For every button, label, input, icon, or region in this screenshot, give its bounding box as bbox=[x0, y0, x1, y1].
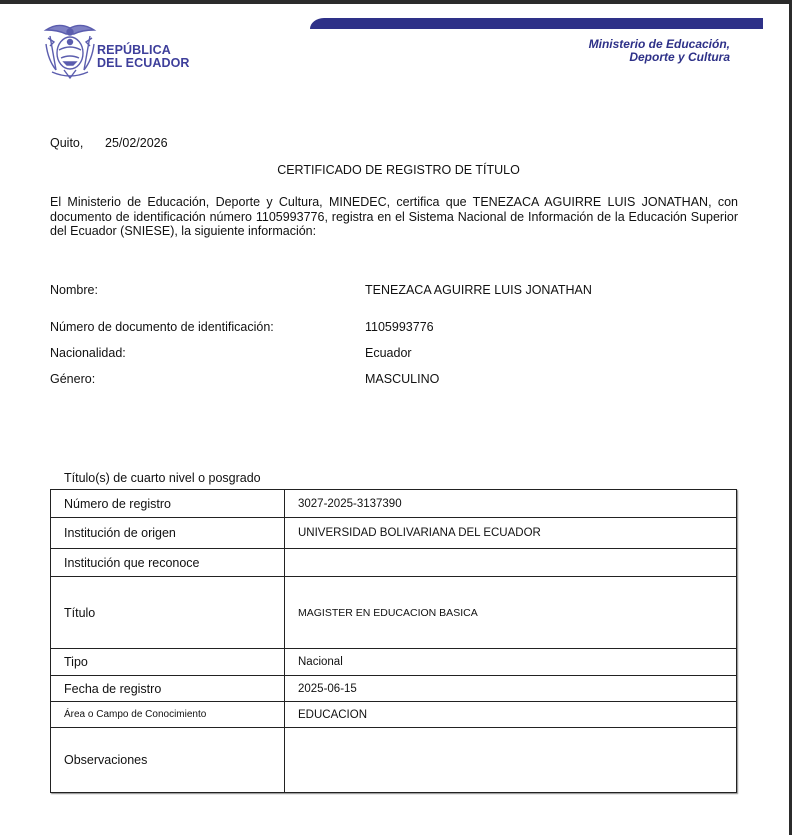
document-header bbox=[0, 0, 792, 100]
issue-date: 25/02/2026 bbox=[105, 136, 168, 150]
table-row bbox=[51, 518, 737, 549]
table-row bbox=[51, 490, 737, 518]
header-banner-bar bbox=[310, 18, 763, 29]
row-label: Institución que reconoce bbox=[51, 549, 285, 577]
table-row bbox=[51, 676, 737, 702]
info-label: Número de documento de identificación: bbox=[50, 320, 274, 334]
info-value: 1105993776 bbox=[365, 320, 434, 334]
row-label: Título bbox=[51, 577, 285, 649]
row-label: Tipo bbox=[51, 649, 285, 676]
row-value: MAGISTER EN EDUCACION BASICA bbox=[285, 577, 737, 649]
info-label: Nacionalidad: bbox=[50, 346, 126, 360]
table-row bbox=[51, 649, 737, 676]
row-value: 2025-06-15 bbox=[285, 676, 737, 702]
row-value bbox=[285, 549, 737, 577]
row-value bbox=[285, 728, 737, 793]
info-label: Género: bbox=[50, 372, 96, 386]
row-label: Fecha de registro bbox=[51, 676, 285, 702]
ministry-name-line2: Deporte y Cultura bbox=[629, 50, 730, 64]
ministry-name bbox=[589, 38, 730, 64]
row-label: Institución de origen bbox=[51, 518, 285, 549]
info-value: TENEZACA AGUIRRE LUIS JONATHAN bbox=[365, 283, 592, 297]
table-row bbox=[51, 577, 737, 649]
row-value: Nacional bbox=[285, 649, 737, 676]
row-value: EDUCACION bbox=[285, 702, 737, 728]
ministry-name-line1: Ministerio de Educación, bbox=[588, 37, 730, 51]
table-row bbox=[51, 702, 737, 728]
row-value: UNIVERSIDAD BOLIVARIANA DEL ECUADOR bbox=[285, 518, 737, 549]
document-title: CERTIFICADO DE REGISTRO DE TÍTULO bbox=[277, 163, 520, 177]
republic-name-line2: DEL ECUADOR bbox=[97, 56, 190, 70]
row-value: 3027-2025-3137390 bbox=[285, 490, 737, 518]
table-row bbox=[51, 728, 737, 793]
info-value: Ecuador bbox=[365, 346, 412, 360]
info-label: Nombre: bbox=[50, 283, 98, 297]
row-label: Número de registro bbox=[51, 490, 285, 518]
info-value: MASCULINO bbox=[365, 372, 440, 386]
republic-name-line1: REPÚBLICA bbox=[97, 43, 171, 57]
certification-paragraph: El Ministerio de Educación, Deporte y Cultura, MINEDEC, certifica que TENEZACA AGUIRRE LUIS JONATHAN, con documento de identificación número 1105993776, registra en el Sistema Nacional de Información de la Educación Superior del Ecuador (SNIESE), la siguiente información: bbox=[50, 195, 738, 238]
table-row bbox=[51, 549, 737, 577]
titles-section-caption: Título(s) de cuarto nivel o posgrado bbox=[64, 471, 261, 485]
row-label: Área o Campo de Conocimiento bbox=[51, 702, 285, 728]
republic-name bbox=[97, 44, 190, 70]
ecuador-coat-of-arms-icon bbox=[42, 20, 98, 82]
row-label: Observaciones bbox=[51, 728, 285, 793]
title-registration-table bbox=[50, 489, 737, 793]
city: Quito, bbox=[50, 136, 84, 150]
place-date bbox=[50, 136, 168, 150]
